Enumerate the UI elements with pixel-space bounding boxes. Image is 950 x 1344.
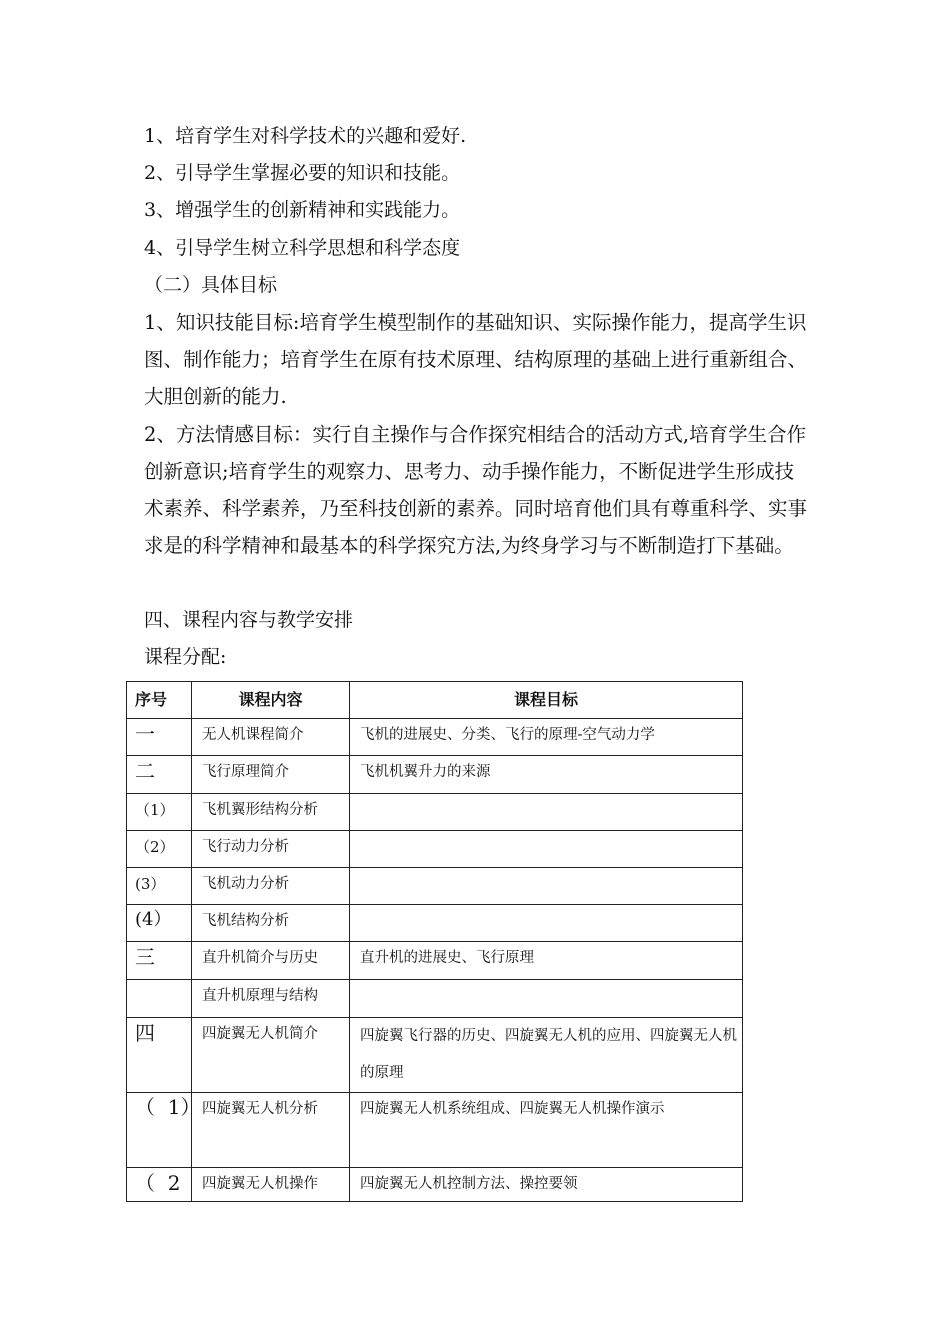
table-row [127,756,743,794]
row-goal: 飞机的进展史、分类、飞行的原理-空气动力学 [350,719,743,756]
table-row [127,905,743,942]
row-number: （ 1） [127,1093,192,1168]
row-content: 飞机翼形结构分析 [192,794,350,831]
table-row [127,868,743,905]
row-number: （1） [127,794,192,831]
row-content: 四旋翼无人机分析 [192,1093,350,1168]
row-number: (3） [127,868,192,905]
method-goal-paragraph: 2、方法情感目标：实行自主操作与合作探究相结合的活动方式,培育学生合作创新意识;培育学生的观察力、思考力、动手操作能力，不断促进学生形成技术素养、科学素养，乃至科技创新的素养。同时培育他们具有尊重科学、实事求是的科学精神和最基本的科学探究方法,为终身学习与不断制造打下基础。 [144,423,808,557]
table-row [127,942,743,980]
row-goal: 四旋翼无人机系统组成、四旋翼无人机操作演示 [350,1093,743,1168]
section-heading: 四、课程内容与教学安排 [144,609,354,631]
row-goal: 直升机的进展史、飞行原理 [350,942,743,980]
row-goal [350,980,743,1018]
row-number: (4） [127,905,192,942]
row-goal: 飞机机翼升力的来源 [350,756,743,794]
table-row [127,794,743,831]
row-goal [350,794,743,831]
row-number: 一 [127,719,192,756]
table-row [127,980,743,1018]
goal-line-1: 1、培育学生对科学技术的兴趣和爱好. [144,125,467,147]
row-goal [350,905,743,942]
table-row [127,1168,743,1202]
table-header-row [127,682,743,719]
specific-goals-heading: （二）具体目标 [144,274,278,296]
row-goal [350,831,743,868]
row-number: 三 [127,942,192,980]
row-content: 飞机动力分析 [192,868,350,905]
course-table [126,681,743,1202]
table-row [127,1093,743,1168]
row-content: 飞行动力分析 [192,831,350,868]
row-content: 四旋翼无人机操作 [192,1168,350,1202]
row-goal [350,868,743,905]
row-number: （ 2 [127,1168,192,1202]
row-content: 飞机结构分析 [192,905,350,942]
header-number: 序号 [127,682,192,719]
row-number: 四 [127,1018,192,1093]
row-content: 直升机原理与结构 [192,980,350,1018]
row-content: 无人机课程简介 [192,719,350,756]
row-content: 直升机简介与历史 [192,942,350,980]
allocation-label: 课程分配: [144,646,227,668]
row-number: （2） [127,831,192,868]
header-goal: 课程目标 [350,682,743,719]
table-row [127,719,743,756]
table-row [127,831,743,868]
row-goal: 四旋翼无人机控制方法、操控要领 [350,1168,743,1202]
goal-line-4: 4、引导学生树立科学思想和科学态度 [144,237,461,259]
row-content: 飞行原理简介 [192,756,350,794]
header-content: 课程内容 [192,682,350,719]
row-number [127,980,192,1018]
knowledge-goal-paragraph: 1、知识技能目标:培育学生模型制作的基础知识、实际操作能力，提高学生识图、制作能力；培育学生在原有技术原理、结构原理的基础上进行重新组合、大胆创新的能力. [144,311,808,408]
goal-line-2: 2、引导学生掌握必要的知识和技能。 [144,162,461,184]
row-number: 二 [127,756,192,794]
row-content: 四旋翼无人机简介 [192,1018,350,1093]
goal-line-3: 3、增强学生的创新精神和实践能力。 [144,199,461,221]
row-goal: 四旋翼飞行器的历史、四旋翼无人机的应用、四旋翼无人机的原理 [350,1018,743,1093]
table-row [127,1018,743,1093]
